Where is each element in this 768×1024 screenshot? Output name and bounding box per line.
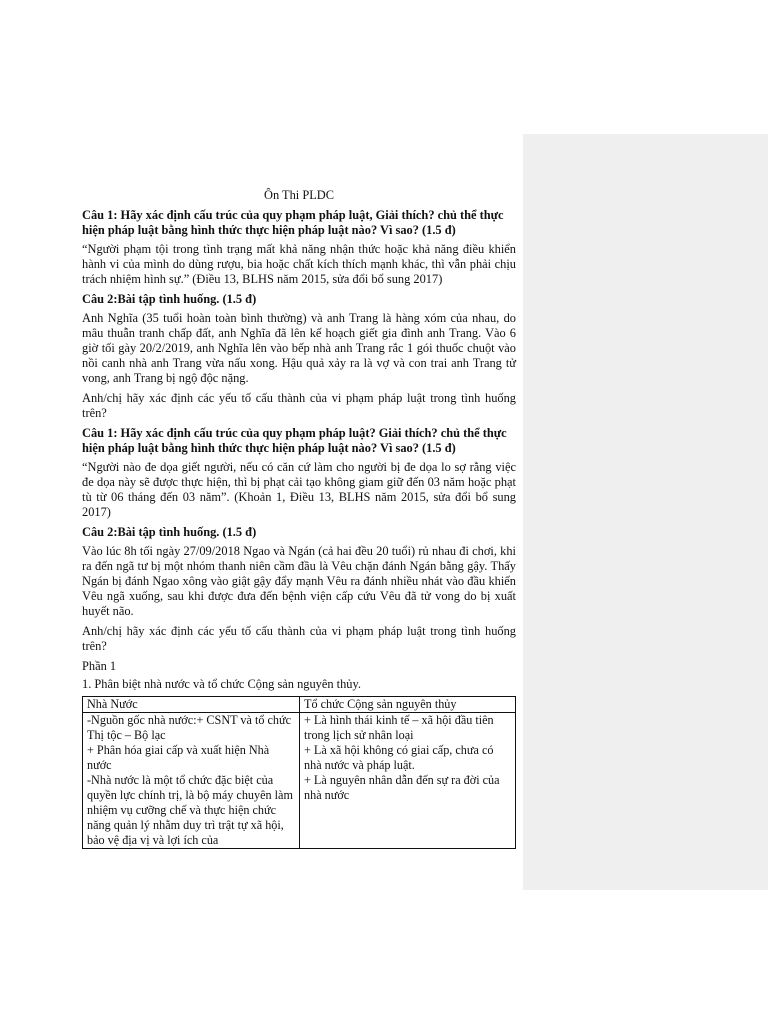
case-1-text: Anh Nghĩa (35 tuổi hoàn toàn bình thường) và anh Trang là hàng xóm của nhau, do mâu thuẫn tranh chấp đất, anh Nghĩa đã lên kế hoạch giết gia đình anh Trang. Vào 6 giờ tối gày 20/2/2019, anh Nghĩa lên vào bếp nhà anh Trang rắc 1 gói thuốc chuột vào nồi canh nhà anh Trang vừa nấu xong. Hậu quả xảy ra là vợ và con trai anh Trang tử vong, anh Trang bị ngộ độc nặng. bbox=[82, 311, 516, 385]
document-title: Ôn Thi PLDC bbox=[264, 188, 334, 202]
table-row bbox=[83, 713, 516, 849]
cell-line: -Nguồn gốc nhà nước:+ CSNT và tổ chức Thị tộc – Bộ lạc bbox=[87, 713, 292, 742]
part-heading: Phần 1 bbox=[82, 659, 117, 673]
table-caption: 1. Phân biệt nhà nước và tổ chức Cộng sản nguyên thủy. bbox=[82, 677, 361, 691]
comparison-table bbox=[82, 696, 516, 849]
table-header-state: Nhà Nước bbox=[83, 697, 300, 713]
table-header-primitive: Tổ chức Cộng sản nguyên thủy bbox=[300, 697, 516, 713]
table-cell-primitive bbox=[300, 713, 516, 849]
cell-line: + Phân hóa giai cấp và xuất hiện Nhà nước bbox=[87, 743, 270, 772]
quote-1a: “Người phạm tội trong tình trạng mất khả năng nhận thức hoặc khả năng điều khiển hành vi của mình do dùng rượu, bia hoặc chất kích thích mạnh khác, thì vẫn phải chịu trách nhiệm hình sự.” (Điều 13, BLHS năm 2015, sửa đổi bổ sung 2017) bbox=[82, 242, 516, 286]
case-2-text: Vào lúc 8h tối ngày 27/09/2018 Ngao và Ngán (cả hai đều 20 tuổi) rủ nhau đi chơi, khi ra đến ngã tư bị một nhóm thanh niên cầm đầu là Vêu chặn đánh Ngán bằng gậy. Thấy Ngán bị đánh Ngao xông vào giật gậy đẩy mạnh Vêu ra đánh nhiều nhát vào đầu khiến Vêu ngã xuống, sau khi được đưa đến bệnh viện cấp cứu Vêu đã tử vong do bị xuất huyết não. bbox=[82, 544, 516, 618]
question-1b: Câu 1: Hãy xác định cấu trúc của quy phạm pháp luật? Giải thích? chủ thể thực hiện pháp luật bằng hình thức thực hiện pháp luật nào? Vì sao? (1.5 đ) bbox=[82, 426, 507, 455]
case-2-prompt: Anh/chị hãy xác định các yếu tố cấu thành của vi phạm pháp luật trong tình huống trên? bbox=[82, 624, 516, 653]
cell-line: + Là nguyên nhân dẫn đến sự ra đời của nhà nước bbox=[304, 773, 500, 802]
cell-line: + Là hình thái kinh tế – xã hội đầu tiên trong lịch sử nhân loại bbox=[304, 713, 494, 742]
comment-pane bbox=[523, 134, 768, 890]
cell-line: + Là xã hội không có giai cấp, chưa có nhà nước và pháp luật. bbox=[304, 743, 494, 772]
document-page bbox=[82, 188, 516, 849]
question-2b: Câu 2:Bài tập tình huống. (1.5 đ) bbox=[82, 525, 257, 539]
question-1a: Câu 1: Hãy xác định cấu trúc của quy phạm pháp luật, Giải thích? chủ thể thực hiện pháp luật bằng hình thức thực hiện pháp luật nào? Vì sao? (1.5 đ) bbox=[82, 208, 504, 237]
table-header-row bbox=[83, 697, 516, 713]
cell-line: -Nhà nước là một tổ chức đặc biệt của quyền lực chính trị, là bộ máy chuyên làm nhiệm vụ cưỡng chế và thực hiện chức năng quản lý nhằm duy trì trật tự xã hội, bảo vệ địa vị và lợi ích của bbox=[87, 773, 293, 847]
table-cell-state bbox=[83, 713, 300, 849]
question-2a: Câu 2:Bài tập tình huống. (1.5 đ) bbox=[82, 292, 257, 306]
quote-1b: “Người nào đe dọa giết người, nếu có căn cứ làm cho người bị đe dọa lo sợ rằng việc đe dọa này sẽ được thực hiện, thì bị phạt cải tạo không giam giữ đến 03 năm hoặc phạt tù từ 06 tháng đến 03 năm”. (Khoản 1, Điều 13, BLHS năm 2015, sửa đổi bổ sung 2017) bbox=[82, 460, 516, 519]
case-1-prompt: Anh/chị hãy xác định các yếu tố cấu thành của vi phạm pháp luật trong tình huống trên? bbox=[82, 391, 516, 420]
